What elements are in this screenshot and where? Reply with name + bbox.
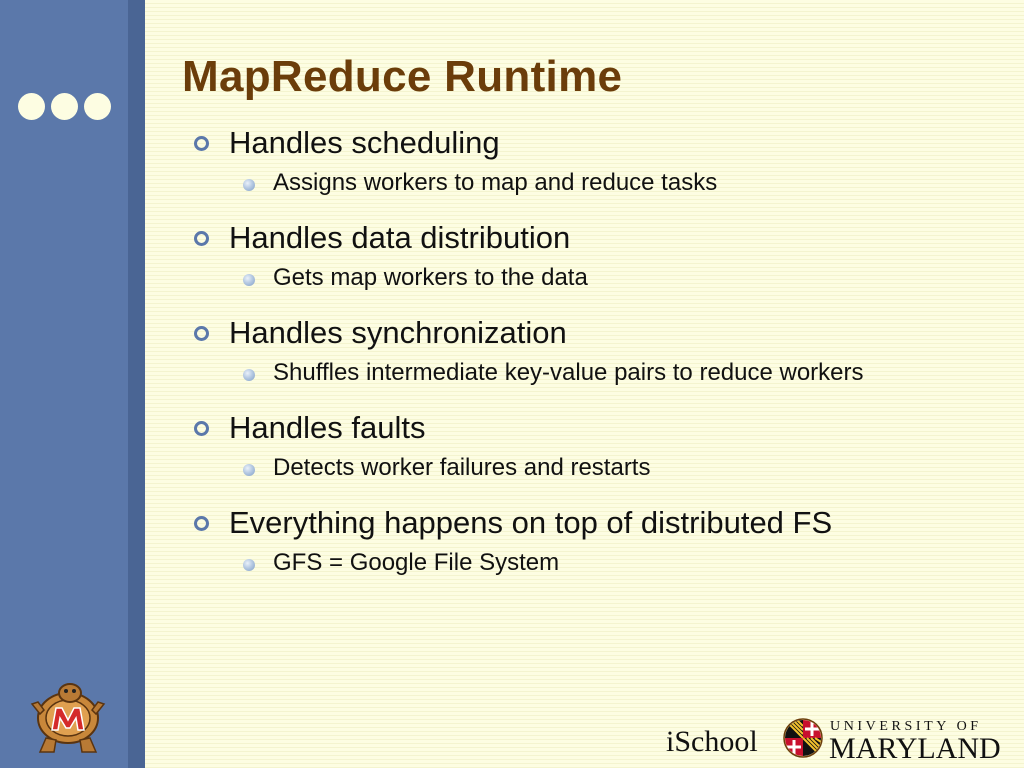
sub-bullet-text: Shuffles intermediate key-value pairs to reduce workers: [273, 359, 864, 386]
ring-bullet-icon: [194, 516, 209, 531]
ring-bullet-icon: [194, 231, 209, 246]
ischool-wordmark: iSchool: [666, 725, 758, 758]
ring-bullet-icon: [194, 136, 209, 151]
sub-bullet-item: [190, 165, 1010, 201]
sub-bullet-item: [190, 260, 1010, 296]
maryland-flag-seal-icon: [783, 718, 823, 758]
three-dots-icon: [18, 93, 111, 120]
sub-bullet-text: Gets map workers to the data: [273, 264, 588, 291]
sub-bullet-item: [190, 355, 1010, 391]
sub-bullet-text: GFS = Google File System: [273, 549, 560, 576]
university-of-text: UNIVERSITY OF: [830, 719, 982, 734]
bullet-item: [190, 216, 1010, 260]
bullet-item: [190, 311, 1010, 355]
ring-bullet-icon: [194, 421, 209, 436]
dot: [18, 93, 45, 120]
ball-bullet-icon: [243, 274, 255, 286]
bullet-text: Handles faults: [229, 410, 426, 445]
sub-bullet-item: [190, 545, 1010, 581]
ball-bullet-icon: [243, 369, 255, 381]
ball-bullet-icon: [243, 464, 255, 476]
ring-bullet-icon: [194, 326, 209, 341]
sub-bullet-text: Assigns workers to map and reduce tasks: [273, 169, 718, 196]
slide-title: MapReduce Runtime: [182, 52, 623, 101]
bullet-text: Handles synchronization: [229, 315, 567, 350]
bullet-text: Everything happens on top of distributed FS: [229, 505, 833, 540]
sub-bullet-item: [190, 450, 1010, 486]
terrapin-mascot-icon: [30, 682, 106, 754]
bullet-text: Handles scheduling: [229, 125, 500, 160]
maryland-wordmark: MARYLAND: [829, 732, 1001, 765]
dot: [84, 93, 111, 120]
footer-logo: [666, 716, 1018, 764]
bullet-item: [190, 406, 1010, 450]
bullet-text: Handles data distribution: [229, 220, 571, 255]
bullet-item: [190, 121, 1010, 165]
bullet-item: [190, 501, 1010, 545]
sub-bullet-text: Detects worker failures and restarts: [273, 454, 651, 481]
ball-bullet-icon: [243, 559, 255, 571]
ball-bullet-icon: [243, 179, 255, 191]
sidebar-stripe: [128, 0, 145, 768]
dot: [51, 93, 78, 120]
bullet-list: [190, 121, 1010, 596]
